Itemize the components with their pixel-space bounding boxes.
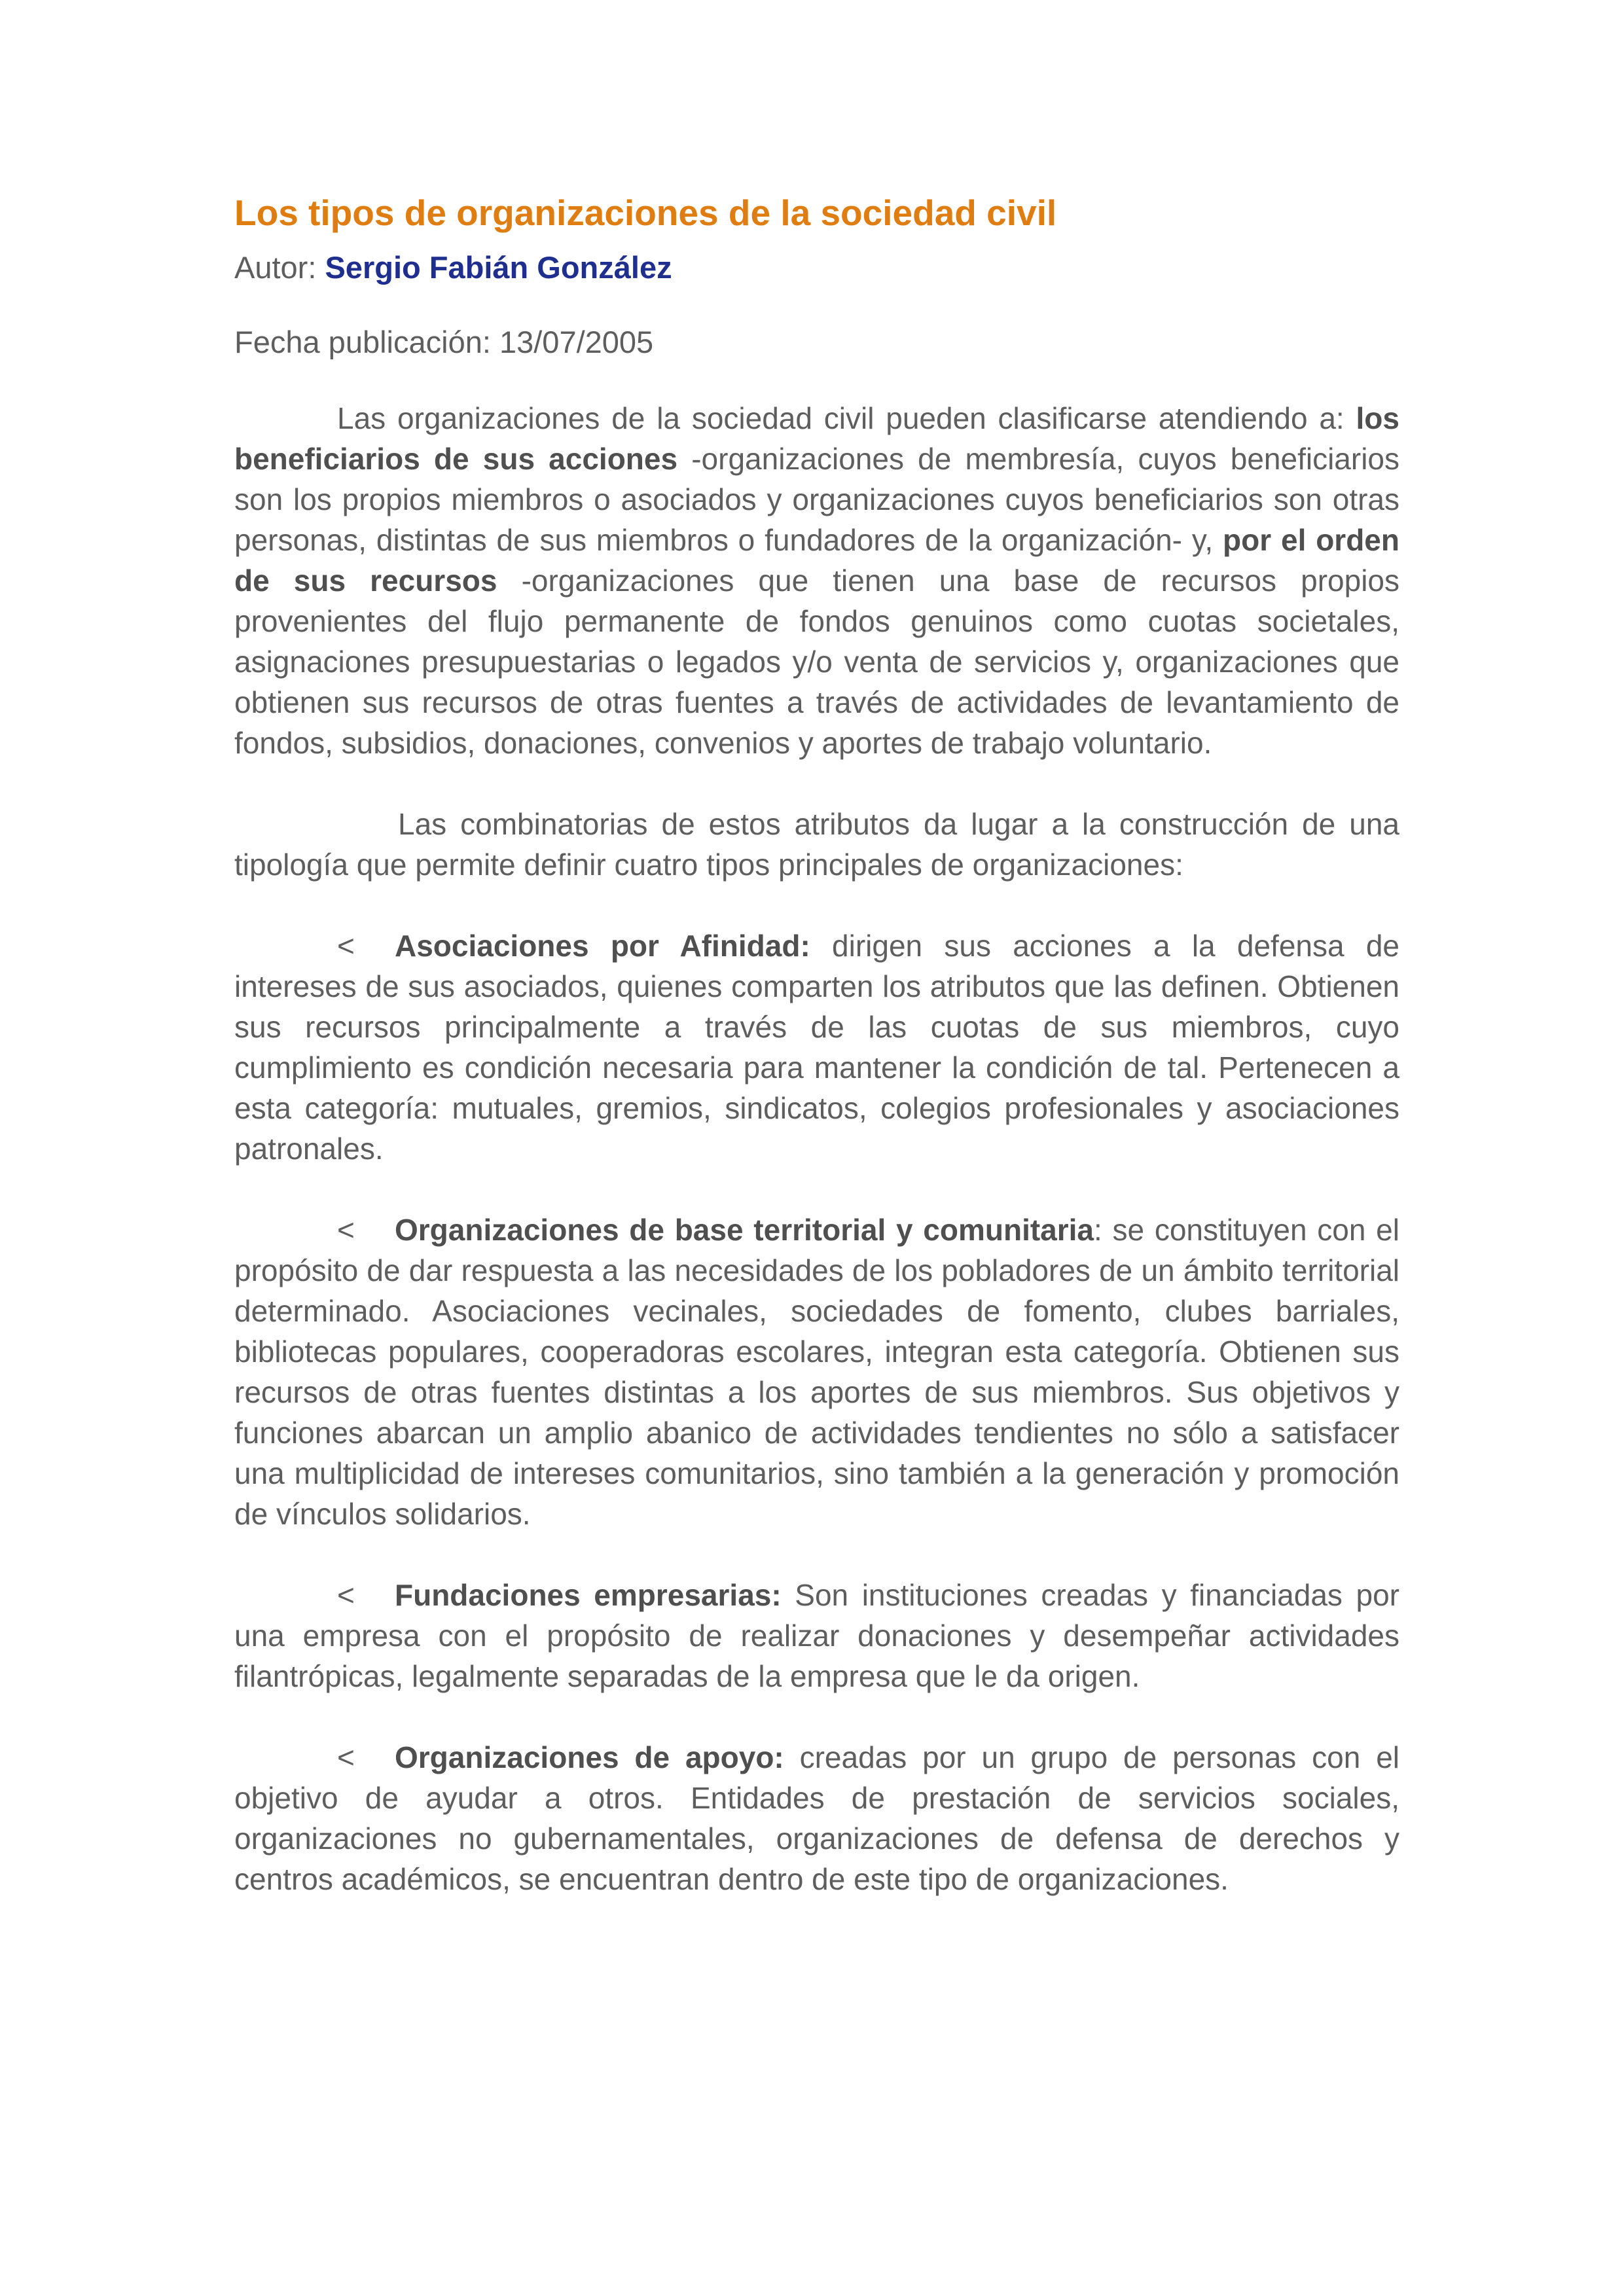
list-item-fundaciones-empresarias [234, 1575, 1399, 1696]
intro-text-1: Las organizaciones de la sociedad civil pueden clasificarse atendiendo a: [337, 401, 1356, 435]
intro-bold-beneficiarios: los beneficiarios de sus acciones [234, 401, 1399, 476]
list-item-base-territorial [234, 1210, 1399, 1534]
item-text: : se constituyen con el propósito de dar respuesta a las necesidades de los pobladores de un ámbito territorial determinado. Asociaciones vecinales, sociedades de fomento, clubes barriales, bibliotecas populares, cooperadoras escolares, integran esta categoría. Obtienen sus recursos de otras fuentes distintas a los aportes de sus miembros. Sus objetivos y funciones abarcan un amplio abanico de actividades tendientes no sólo a satisfacer una multiplicidad de intereses comunitarios, sino también a la generación y promoción de vínculos solidarios. [234, 1213, 1399, 1531]
author-label: Autor: [234, 250, 325, 285]
intro-bold-recursos: por el orden de sus recursos [234, 523, 1399, 598]
author-line [234, 247, 1399, 288]
item-heading: Organizaciones de apoyo: [395, 1740, 784, 1774]
item-text: Son instituciones creadas y financiadas por una empresa con el propósito de realizar donaciones y desempeñar actividades filantrópicas, legalmente separadas de la empresa que le da origen. [234, 1578, 1399, 1693]
bullet-marker: < [337, 1740, 355, 1774]
date-value: 13/07/2005 [499, 325, 654, 359]
list-item-asociaciones-afinidad [234, 925, 1399, 1169]
bullet-marker: < [337, 1578, 355, 1612]
item-text: dirigen sus acciones a la defensa de intereses de sus asociados, quienes comparten los atributos que las definen. Obtienen sus recursos principalmente a través de las cuotas de sus miembros, cuyo cumplimiento es condición necesaria para mantener la condición de tal. Pertenecen a esta categoría: mutuales, gremios, sindicatos, colegios profesionales y asociaciones patronales. [234, 929, 1399, 1166]
item-text: creadas por un grupo de personas con el objetivo de ayudar a otros. Entidades de prestación de servicios sociales, organizaciones no gubernamentales, organizaciones de defensa de derechos y centros académicos, se encuentran dentro de este tipo de organizaciones. [234, 1740, 1399, 1896]
author-name: Sergio Fabián González [325, 250, 672, 285]
intro-paragraph [234, 398, 1399, 763]
bullet-marker: < [337, 1213, 355, 1247]
date-label: Fecha publicación: [234, 325, 499, 359]
intro-text-3: -organizaciones que tienen una base de recursos propios provenientes del flujo permanente de fondos genuinos como cuotas societales, asignaciones presupuestarias o legados y/o venta de servicios y, organizaciones que obtienen sus recursos de otras fuentes a través de actividades de levantamiento de fondos, subsidios, donaciones, convenios y aportes de trabajo voluntario. [234, 564, 1400, 760]
intro-text-2: -organizaciones de membresía, cuyos beneficiarios son los propios miembros o asociados y organizaciones cuyos beneficiarios son otras personas, distintas de sus miembros o fundadores de la organización- y, [234, 442, 1400, 557]
typology-paragraph: Las combinatorias de estos atributos da lugar a la construcción de una tipología que permite definir cuatro tipos principales de organizaciones: [234, 807, 1399, 882]
document-title: Los tipos de organizaciones de la sociedad civil [234, 192, 1057, 233]
item-heading: Fundaciones empresarias: [395, 1578, 782, 1612]
list-item-organizaciones-apoyo [234, 1737, 1399, 1899]
publication-date-line [234, 322, 1399, 363]
document-page [234, 190, 1399, 1899]
bullet-marker: < [337, 929, 355, 963]
item-heading: Asociaciones por Afinidad: [395, 929, 810, 963]
item-heading: Organizaciones de base territorial y comunitaria [395, 1213, 1094, 1247]
